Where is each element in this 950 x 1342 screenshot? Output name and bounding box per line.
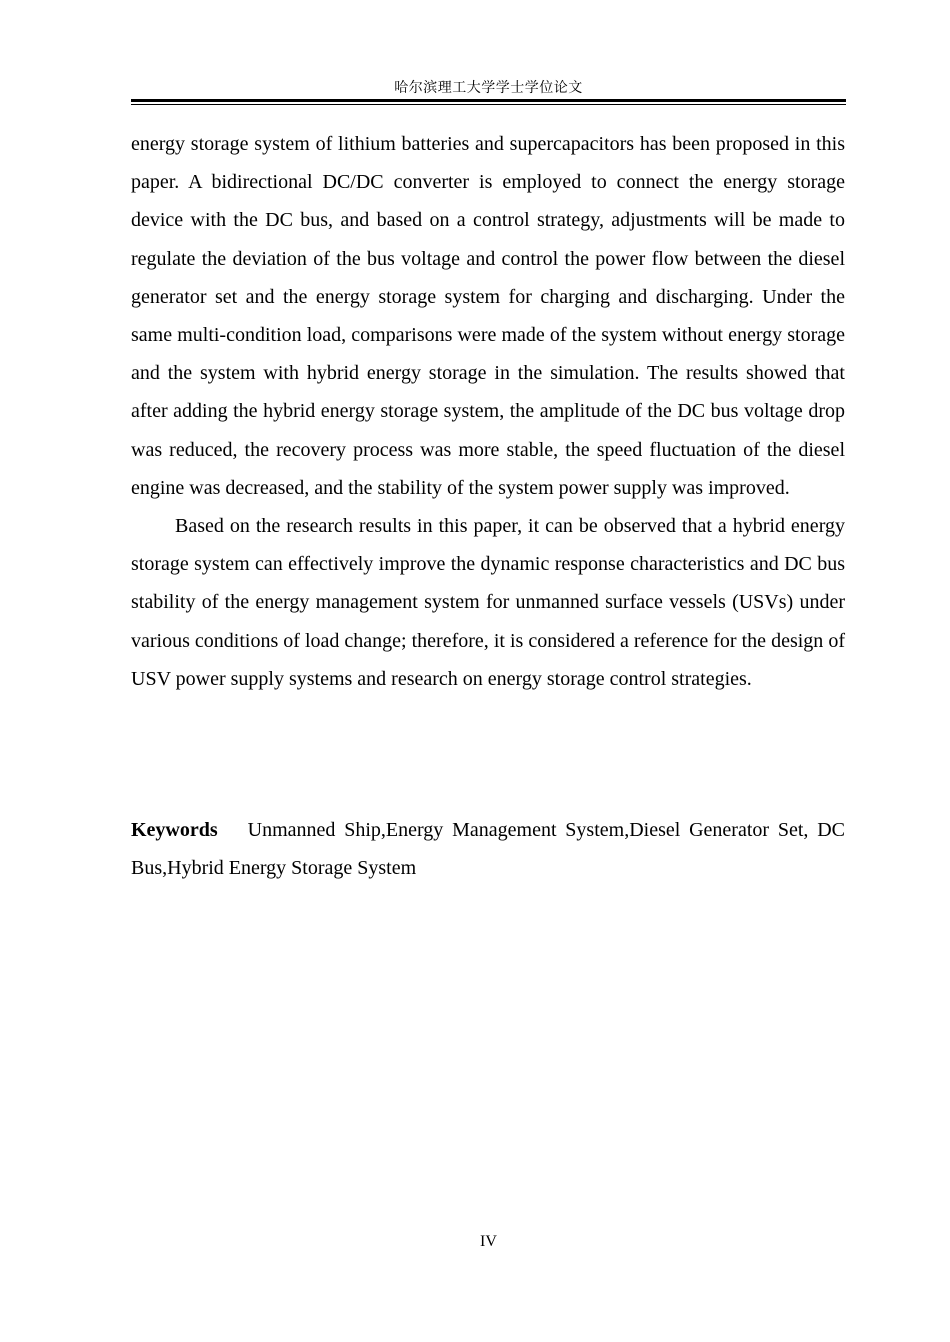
abstract-paragraph-1: energy storage system of lithium batteries and supercapacitors has been proposed in this paper. A bidirectional DC/DC converter is employed to connect the energy storage device with the DC bus, and based on a control strategy, adjustments will be made to regulate the deviation of the bus voltage and control the power flow between the diesel generator set and the energy storage system for charging and discharging. Under the same multi-condition load, comparisons were made of the system without energy storage and the system with hybrid energy storage in the simulation. The results showed that after adding the hybrid energy storage system, the amplitude of the DC bus voltage drop was reduced, the recovery process was more stable, the speed fluctuation of the diesel engine was decreased, and the stability of the system power supply was improved. [131,133,845,499]
keywords-text: Unmanned Ship,Energy Management System,Diesel Generator Set, DC Bus,Hybrid Energy Storage System [131,819,845,880]
header-rule-thin [131,104,846,105]
abstract-paragraph-2: Based on the research results in this paper, it can be observed that a hybrid energy storage system can effectively improve the dynamic response characteristics and DC bus stability of the energy management system for unmanned surface vessels (USVs) under various conditions of load change; therefore, it is considered a reference for the design of USV power supply systems and research on energy storage control strategies. [131,515,845,690]
keywords-section [131,811,845,887]
page-header-title: 哈尔滨理工大学学士学位论文 [394,80,583,96]
keywords-label: Keywords [131,819,218,841]
abstract-body [131,125,845,698]
header-rule-thick [131,99,846,102]
page-number: IV [480,1233,497,1250]
